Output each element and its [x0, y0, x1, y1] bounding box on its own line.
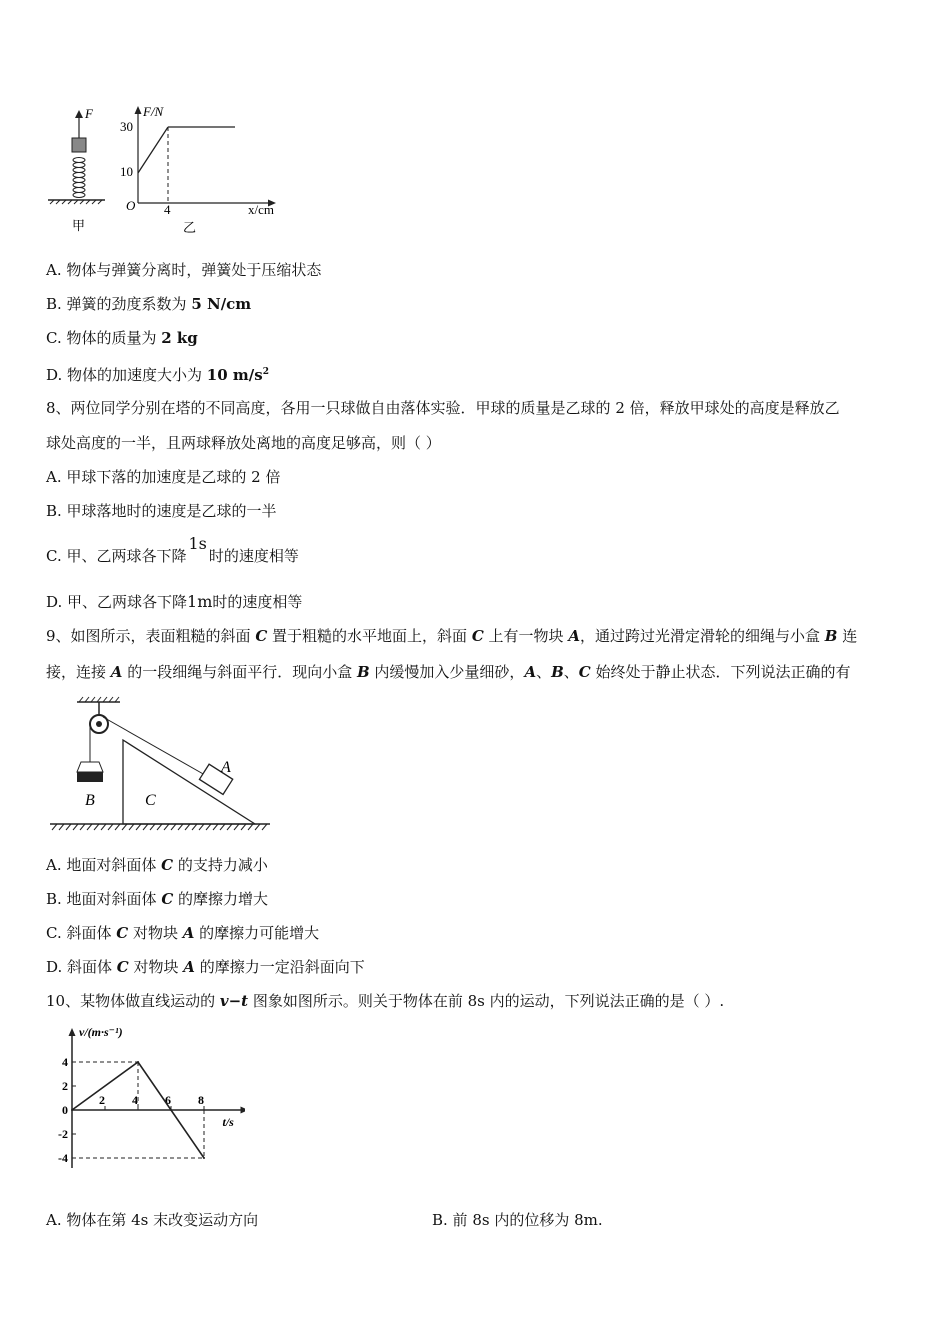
- y-tick-label: 0: [62, 1103, 68, 1117]
- force-label: F: [85, 106, 93, 121]
- axis-x-label: x/cm: [248, 202, 274, 217]
- vt-point: [170, 1109, 172, 1111]
- axis-y-label: F/N: [143, 104, 164, 119]
- x-tick-label: 2: [99, 1093, 105, 1107]
- q8-stem-line2: 球处高度的一半，且两球释放处离地的高度足够高，则（ ）: [46, 434, 441, 452]
- label-c: C: [145, 792, 156, 809]
- q8-option-a: A. 甲球下落的加速度是乙球的 2 倍: [46, 468, 281, 486]
- q10-option-b: B. 前 8s 内的位移为 8m.: [432, 1211, 603, 1229]
- q7-option-b: B. 弹簧的劲度系数为 5 N/cm: [46, 295, 252, 313]
- q8-option-c: C. 甲、乙两球各下降1s时的速度相等: [46, 534, 299, 565]
- x-tick-label: 4: [132, 1093, 138, 1107]
- vt-point: [71, 1109, 73, 1111]
- caption-left: 甲: [72, 218, 86, 233]
- q8-stem-line1: 8、两位同学分别在塔的不同高度，各用一只球做自由落体实验．甲球的质量是乙球的 2 倍，释放甲球处的高度是释放乙: [46, 399, 840, 417]
- q9-option-a: A. 地面对斜面体 C 的支持力减小: [46, 856, 268, 874]
- q7-option-d: D. 物体的加速度大小为 10 $m/s^2$: [46, 366, 269, 384]
- x-tick-4: 4: [164, 202, 171, 217]
- q10-stem: 10、某物体做直线运动的 v−t 图象如图所示。则关于物体在前 8s 内的运动，下列说法正确的是（ ）.: [46, 992, 725, 1010]
- q7-option-c: C. 物体的质量为 2 kg: [46, 329, 198, 347]
- y-tick-30: 30: [120, 119, 133, 134]
- caption-right: 乙: [183, 220, 197, 235]
- q9-option-d: D. 斜面体 C 对物块 A 的摩擦力一定沿斜面向下: [46, 958, 365, 976]
- q9-stem-line1: 9、如图所示，表面粗糙的斜面 C 置于粗糙的水平地面上，斜面 C 上有一物块 A，通过跨过光滑定滑轮的细绳与小盒 B 连: [46, 627, 858, 645]
- incline-pulley-figure: [45, 692, 275, 842]
- label-b: B: [85, 792, 95, 809]
- y-tick-10: 10: [120, 164, 133, 179]
- y-tick-label: -2: [58, 1127, 68, 1141]
- q7-option-a: A. 物体与弹簧分离时，弹簧处于压缩状态: [46, 261, 322, 279]
- y-tick-label: 2: [62, 1079, 68, 1093]
- vt-point: [137, 1061, 139, 1063]
- q9-option-b: B. 地面对斜面体 C 的摩擦力增大: [46, 890, 269, 908]
- x-axis-label: t/s: [222, 1115, 234, 1129]
- vt-chart: [45, 1022, 245, 1192]
- spring-force-figure: [40, 100, 300, 240]
- q9-option-c: C. 斜面体 C 对物块 A 的摩擦力可能增大: [46, 924, 320, 942]
- label-a: A: [221, 759, 231, 776]
- q8-option-b: B. 甲球落地时的速度是乙球的一半: [46, 502, 277, 520]
- y-tick-label: -4: [58, 1151, 68, 1165]
- x-tick-label: 8: [198, 1093, 204, 1107]
- vt-point: [203, 1157, 205, 1159]
- origin-label: O: [126, 198, 136, 213]
- q8-option-d: D. 甲、乙两球各下降1m时的速度相等: [46, 592, 303, 611]
- y-axis-arrow: [69, 1028, 76, 1036]
- y-axis-label: v/(m·s⁻¹): [79, 1025, 123, 1039]
- q9-stem-line2: 接，连接 A 的一段细绳与斜面平行．现向小盒 B 内缓慢加入少量细砂，A、B、C 始终处于静止状态．下列说法正确的有: [46, 663, 851, 681]
- q10-option-a: A. 物体在第 4s 末改变运动方向: [46, 1211, 259, 1229]
- y-tick-label: 4: [62, 1055, 68, 1069]
- x-axis-arrow: [241, 1107, 246, 1114]
- x-tick-label: 6: [165, 1093, 171, 1107]
